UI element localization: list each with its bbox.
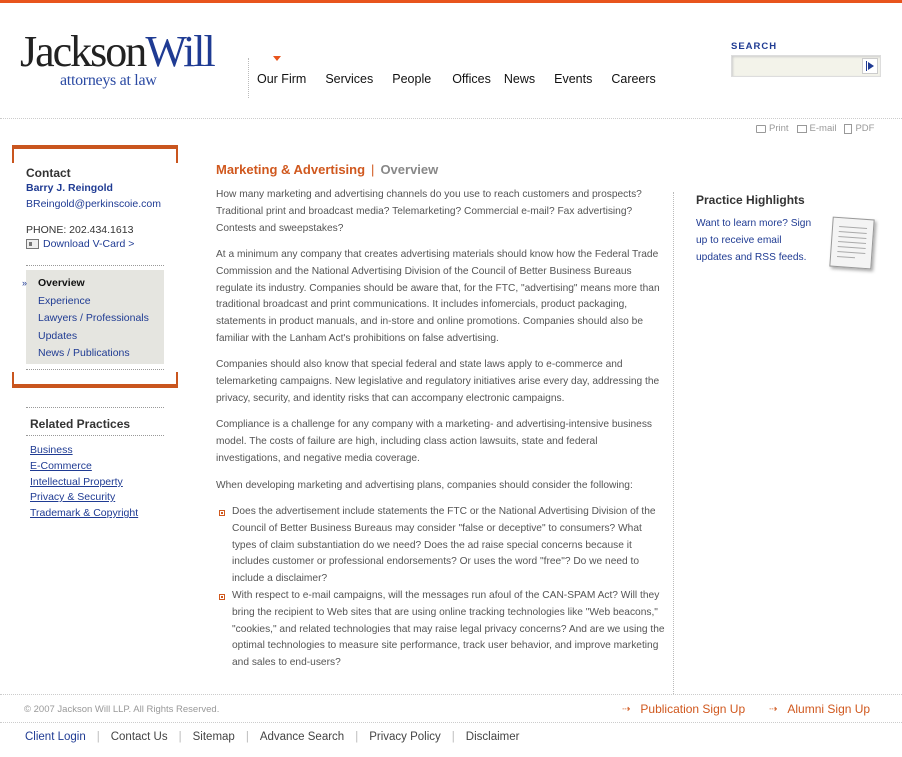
- print-icon: [756, 125, 766, 133]
- logo-wordmark: [20, 27, 214, 76]
- email-link[interactable]: [797, 123, 837, 134]
- paragraph: At a minimum any company that creates advertising materials should know how the Federal Trade Commission and the National Advertising Division of the Council of Better Business Bureaus regulate its industry. Companies should be aware that, for the FTC, "advertising" means more than traditional broadcast and print communications. It includes infomercials, product packaging, statements in product manuals, and in-store and online promotions. Companies should also be familiar with the Lanham Act's prohibitions on false advertising.: [216, 249, 660, 344]
- page-title-sub: Overview: [380, 162, 439, 177]
- arrow-right-icon: ⇢: [769, 703, 778, 715]
- publication-signup-label: Publication Sign Up: [640, 702, 746, 716]
- footer-separator: |: [96, 731, 100, 743]
- related-business[interactable]: Business: [30, 444, 73, 456]
- nav-offices[interactable]: Offices: [452, 72, 491, 86]
- publication-signup-link[interactable]: [622, 702, 745, 716]
- download-vcard-link[interactable]: [26, 238, 134, 250]
- subnav-divider-bottom: [26, 369, 164, 370]
- nav-events[interactable]: Events: [554, 72, 593, 86]
- pdf-icon: [844, 124, 852, 134]
- subnav-news-publications[interactable]: News / Publications: [38, 347, 130, 359]
- subnav-overview[interactable]: Overview: [38, 277, 85, 289]
- active-marker-icon: »: [22, 278, 28, 288]
- nav-news[interactable]: News: [503, 72, 536, 86]
- nav-our-firm[interactable]: Our Firm: [257, 72, 307, 86]
- email-label: E-mail: [809, 123, 837, 134]
- footer-privacy-policy[interactable]: Privacy Policy: [369, 731, 441, 743]
- footer-advance-search[interactable]: Advance Search: [259, 731, 345, 743]
- signup-promo-link[interactable]: Want to learn more? Sign up to receive email updates and RSS feeds.: [696, 218, 812, 263]
- search-go-button[interactable]: [862, 58, 878, 74]
- search-input[interactable]: [734, 58, 860, 74]
- pdf-link[interactable]: [844, 123, 874, 134]
- related-divider: [26, 435, 164, 436]
- bullet-item: Does the advertisement include statements the FTC or the National Advertising Division of the Council of Better Business Bureaus may consider "false or deceptive" to consumers? What types of claim substantiation do we need? Does the ad raise special concerns because it includes customer or professional endorsements? Or uses the word "free"? Do we need to include a disclaimer?: [232, 506, 656, 585]
- related-practices-heading: Related Practices: [30, 417, 131, 431]
- print-label: Print: [769, 123, 789, 134]
- paragraph: When developing marketing and advertising plans, companies should consider the following:: [216, 480, 633, 491]
- subnav-experience[interactable]: Experience: [38, 295, 91, 307]
- right-column-divider: [673, 192, 674, 694]
- newsletter-document-icon[interactable]: [829, 217, 874, 270]
- related-privacy[interactable]: Privacy & Security: [30, 491, 116, 503]
- arrow-right-icon: ⇢: [622, 703, 631, 715]
- vcard-label: Download V-Card >: [43, 238, 135, 250]
- related-trademark[interactable]: Trademark & Copyright: [30, 507, 139, 519]
- nav-careers[interactable]: Careers: [611, 72, 656, 86]
- footer-separator: |: [245, 731, 249, 743]
- nav-people[interactable]: People: [392, 72, 432, 86]
- footer-separator: |: [451, 731, 455, 743]
- nav-services[interactable]: Services: [325, 72, 374, 86]
- related-ip[interactable]: Intellectual Property: [30, 476, 123, 488]
- footer-disclaimer[interactable]: Disclaimer: [465, 731, 520, 743]
- footer-divider-2: [0, 722, 902, 723]
- practice-highlights-heading: Practice Highlights: [696, 193, 805, 207]
- bullet-icon: [219, 510, 225, 516]
- search-box: [731, 55, 881, 77]
- subnav-updates[interactable]: Updates: [38, 330, 78, 342]
- main-nav: [257, 72, 675, 86]
- footer-sitemap[interactable]: Sitemap: [192, 731, 235, 743]
- contact-phone: PHONE: 202.434.1613: [26, 224, 134, 236]
- contact-name: Barry J. Reingold: [26, 182, 113, 194]
- logo-will: Will: [145, 27, 214, 76]
- copyright: © 2007 Jackson Will LLP. All Rights Reserved.: [24, 704, 220, 715]
- page-tools: [756, 123, 882, 134]
- footer-client-login[interactable]: Client Login: [25, 731, 86, 743]
- logo-jackson: Jackson: [20, 27, 146, 76]
- bullet-item: With respect to e-mail campaigns, will the messages run afoul of the CAN-SPAM Act? Will they bring the recipient to Web sites that are using online tracking technologies like "Web beacons," "cookies," and related technologies that may raise legal privacy concerns? And are we using the optimal technologies to measure site performance, track user behavior, and improve marketing and sales to end-users?: [232, 590, 665, 669]
- paragraph: How many marketing and advertising channels do you use to reach customers and prospects? Traditional print and broadcast media? Telemarketing? Commercial e-mail? Fax advertising? Contests and sweepstakes?: [216, 189, 642, 234]
- footer-contact-us[interactable]: Contact Us: [110, 731, 168, 743]
- related-ecommerce[interactable]: E-Commerce: [30, 460, 92, 472]
- subnav-lawyers[interactable]: Lawyers / Professionals: [38, 312, 149, 324]
- page-title: [216, 162, 438, 177]
- bullet-icon: [219, 594, 225, 600]
- practice-subnav: [26, 270, 164, 364]
- pdf-label: PDF: [855, 123, 875, 134]
- paragraph: Companies should also know that special federal and state laws apply to e-commerce and telemarketing campaigns. New legislative and regulatory initiatives arise every day, addressing the privacy, security, and identity risks that can accompany electronic campaigns.: [216, 359, 660, 404]
- paragraph: Compliance is a challenge for any company with a marketing- and advertising-intensive business model. The costs of failure are high, including class action lawsuits, state and federal investigations, and negative media coverage.: [216, 419, 653, 464]
- logo[interactable]: [20, 27, 214, 90]
- title-separator: |: [371, 162, 375, 177]
- contact-heading: Contact: [26, 166, 71, 180]
- related-divider-top: [26, 407, 164, 408]
- contact-box-corner-left: [12, 372, 14, 384]
- footer-divider: [0, 694, 902, 695]
- vcard-icon: [26, 239, 39, 249]
- print-link[interactable]: [756, 123, 789, 134]
- contact-box-corner-right: [176, 372, 178, 384]
- footer-links: [25, 731, 519, 743]
- nav-indicator-icon: [273, 56, 281, 61]
- footer-separator: |: [178, 731, 182, 743]
- alumni-signup-link[interactable]: [769, 702, 870, 716]
- footer-separator: |: [355, 731, 359, 743]
- search-label: SEARCH: [731, 41, 778, 52]
- top-accent-bar: [0, 0, 902, 3]
- mail-icon: [797, 125, 807, 133]
- contact-email-link[interactable]: BReingold@perkinscoie.com: [26, 198, 161, 210]
- subnav-divider-top: [26, 265, 164, 266]
- page-title-main: Marketing & Advertising: [216, 162, 366, 177]
- nav-divider: [248, 58, 249, 98]
- alumni-signup-label: Alumni Sign Up: [787, 702, 871, 716]
- logo-tagline: attorneys at law: [60, 72, 157, 89]
- header-divider: [0, 118, 902, 119]
